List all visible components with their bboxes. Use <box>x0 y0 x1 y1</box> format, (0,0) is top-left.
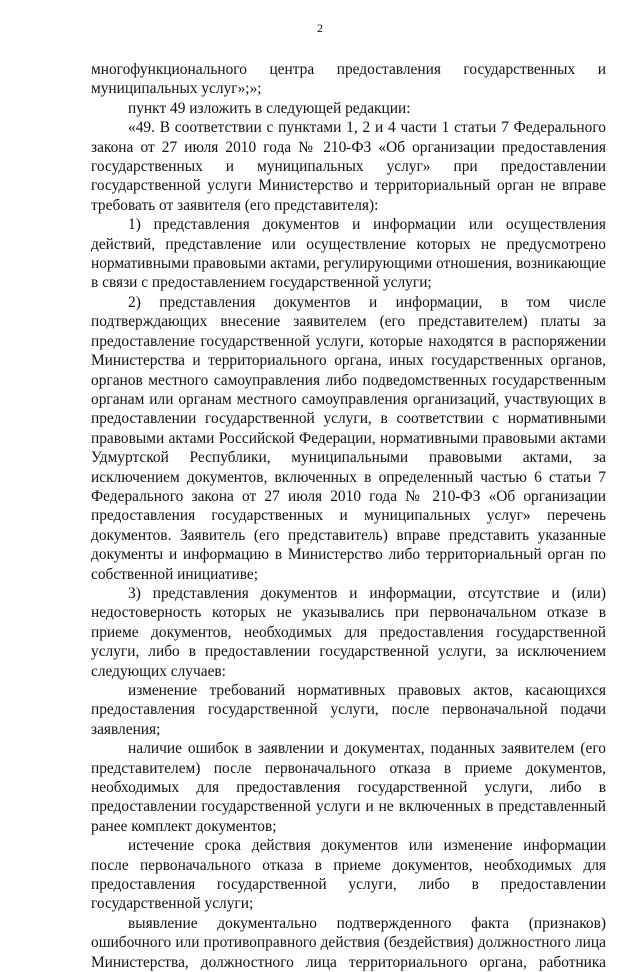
document-body <box>91 60 606 972</box>
paragraph: истечение срока действия документов или изменение информации после первоначального отказа в приеме документов, необходимых для предоставления государственной услуги, либо в предоставлении государственной услуги; <box>91 837 606 913</box>
paragraph: «49. В соответствии с пунктами 1, 2 и 4 части 1 статьи 7 Федерального закона от 27 июля 2010 года № 210-ФЗ «Об организации предоставления государственных и муниципальных услуг» при предоставлении государственной услуги Министерство и территориальный орган не вправе требовать от заявителя (его представителя): <box>91 119 606 214</box>
page-number: 2 <box>317 21 323 35</box>
paragraph: пункт 49 изложить в следующей редакции: <box>128 99 411 117</box>
paragraph: изменение требований нормативных правовых актов, касающихся предоставления государственной услуги, после первоначальной подачи заявления; <box>91 682 606 738</box>
paragraph: 2) представления документов и информации, в том числе подтверждающих внесение заявителем (его представителем) платы за предоставление государственной услуги, которые находятся в распоряжении Министерства и территориального органа, иных государственных органов, органов местного самоуправления либо подведомственных государственным органам или органам местного самоуправления организаций, участвующих в предоставлении государственной услуги, в соответствии с нормативными правовыми актами Российской Федерации, нормативными правовыми актами Удмуртской Республики, муниципальными правовыми актами, за исключением документов, включенных в определенный частью 6 статьи 7 Федерального закона от 27 июля 2010 года № 210-ФЗ «Об организации предоставления государственных и муниципальных услуг» перечень документов. Заявитель (его представитель) вправе представить указанные документы и информацию в Министерство либо территориальный орган по собственной инициативе; <box>91 293 606 583</box>
paragraph: наличие ошибок в заявлении и документах, поданных заявителем (его представителем) после первоначального отказа в приеме документов, необходимых для предоставления государственной услуги, либо в предоставлении государственной услуги и не включенных в представленный ранее комплект документов; <box>91 740 606 835</box>
paragraph: 3) представления документов и информации, отсутствие и (или) недостоверность которых не указывались при первоначальном отказе в приеме документов, необходимых для предоставления государственной услуги, либо в предоставлении государственной услуги, за исключением следующих случаев: <box>91 584 606 680</box>
paragraph: выявление документально подтвержденного факта (признаков) ошибочного или противоправного действия (бездействия) должностного лица Министерства, должностного лица территориального органа, работника <box>91 914 606 971</box>
paragraph: многофункционального центра предоставления государственных и муниципальных услуг»;»; <box>91 61 606 98</box>
paragraph: 1) представления документов и информации или осуществления действий, представление или осуществление которых не предусмотрено нормативными правовыми актами, регулирующими отношения, возникающие в связи с предоставлением государственной услуги; <box>91 216 607 292</box>
